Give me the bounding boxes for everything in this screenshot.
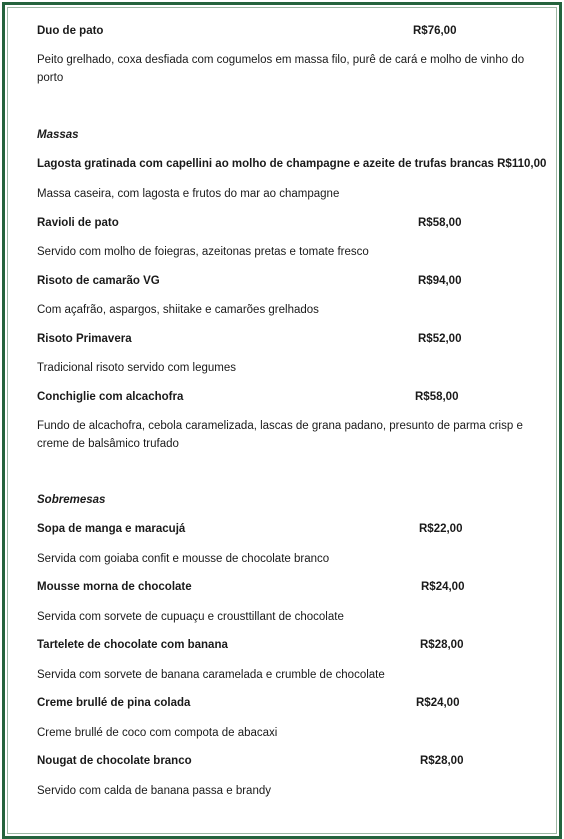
dish-name: Nougat de chocolate branco [37,755,192,767]
dish-name: Duo de pato [37,25,104,37]
dish-name: Ravioli de pato [37,217,119,229]
dish-price: R$24,00 [416,697,460,709]
dish-name: Risoto Primavera [37,333,132,345]
dish-price: R$52,00 [418,333,462,345]
dish-description: Massa caseira, com lagosta e frutos do mar ao champagne [37,188,340,200]
section-heading-sobremesas: Sobremesas [37,494,106,506]
dish-name: Tartelete de chocolate com banana [37,639,228,651]
dish-price: R$22,00 [419,523,463,535]
dish-description: Creme brullé de coco com compota de abacaxi [37,727,278,739]
dish-price: R$76,00 [413,25,457,37]
dish-name: Mousse morna de chocolate [37,581,192,593]
dish-description: Peito grelhado, coxa desfiada com cogumelos em massa filo, purê de cará e molho de vinho do porto [37,54,525,84]
dish-name: Sopa de manga e maracujá [37,523,186,535]
dish-name: Risoto de camarão VG [37,275,160,287]
dish-description: Servido com calda de banana passa e brandy [37,785,271,797]
dish-description: Com açafrão, aspargos, shiitake e camarões grelhados [37,304,319,316]
dish-description: Servida com sorvete de banana caramelada e crumble de chocolate [37,669,385,681]
dish-description: Servido com molho de foiegras, azeitonas pretas e tomate fresco [37,246,369,258]
dish-name: Conchiglie com alcachofra [37,391,184,403]
dish-description: Fundo de alcachofra, cebola caramelizada, lascas de grana padano, presunto de parma crisp e creme de balsâmico trufado [37,420,523,450]
dish-price: R$24,00 [421,581,465,593]
dish-description: Tradicional risoto servido com legumes [37,362,236,374]
dish-price: R$58,00 [415,391,459,403]
dish-price: R$28,00 [420,639,464,651]
dish-price: R$94,00 [418,275,462,287]
dish-description: Servida com sorvete de cupuaçu e crousttillant de chocolate [37,611,344,623]
dish-name: Creme brullé de pina colada [37,697,191,709]
dish-name: Lagosta gratinada com capellini ao molho de champagne e azeite de trufas brancas R$110,00 [37,158,547,170]
section-heading-massas: Massas [37,129,79,141]
dish-description: Servida com goiaba confit e mousse de chocolate branco [37,553,330,565]
dish-price: R$28,00 [420,755,464,767]
dish-price: R$58,00 [418,217,462,229]
